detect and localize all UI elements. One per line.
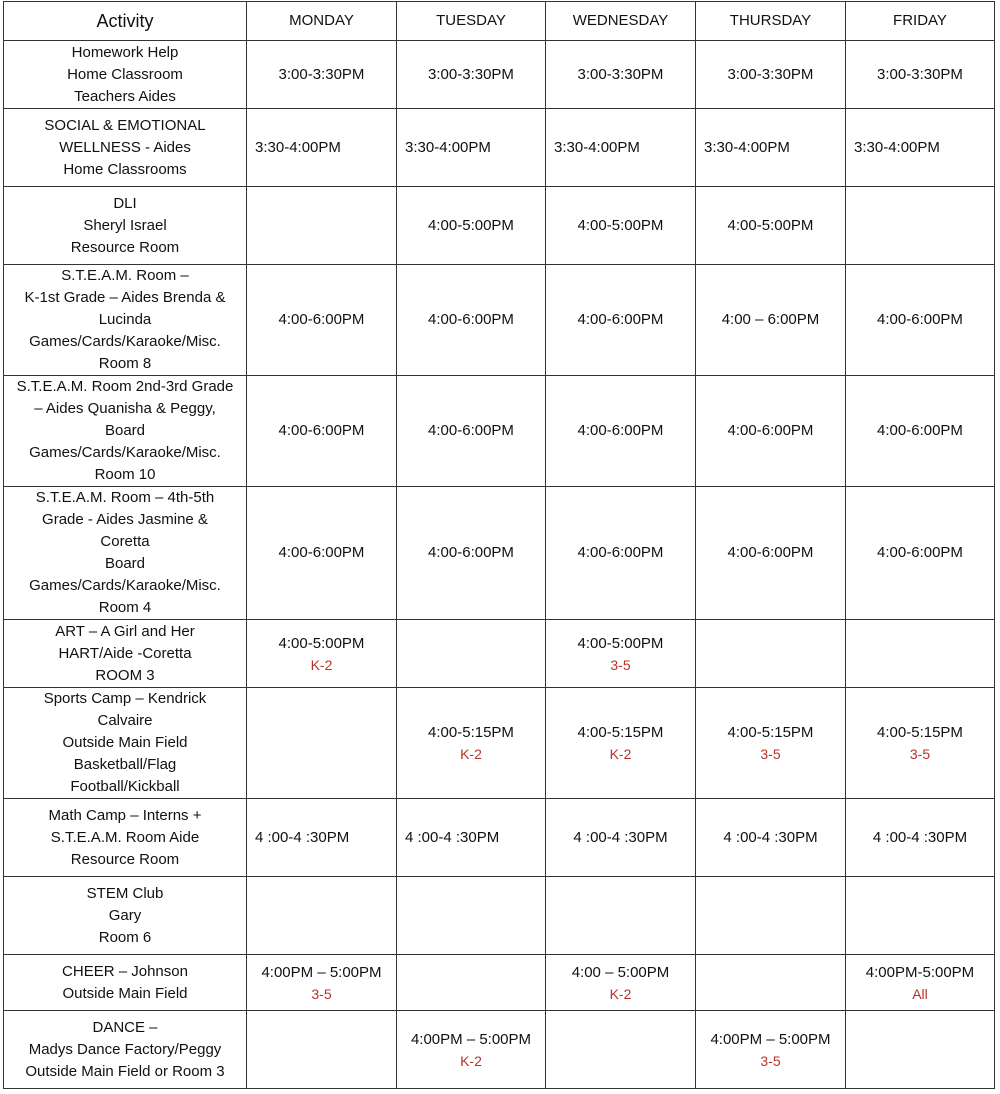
time-cell [846,799,995,877]
time-text: 4:00-6:00PM [877,311,963,328]
activity-line: – Aides Quanisha & Peggy, [34,400,216,417]
time-cell [247,376,397,487]
time-cell [397,799,546,877]
time-text: 4:00-5:15PM [727,724,814,741]
grade-label: K-2 [460,746,482,762]
activity-line: ART – A Girl and Her [55,622,195,640]
time-cell [247,955,397,1011]
time-text: 4:00-6:00PM [727,422,814,439]
time-cell [846,109,995,187]
time-text: 4:00-6:00PM [727,544,814,561]
grade-label: K-2 [460,1052,482,1069]
time-cell [696,41,846,109]
time-text: 4:00-6:00PM [278,544,365,561]
table-row [4,265,995,376]
time-cell [546,955,696,1011]
time-cell [247,265,397,376]
time-cell [546,620,696,688]
time-cell [546,265,696,376]
activity-line: Lucinda [98,311,152,328]
activity-line: K-1st Grade – Aides Brenda & [24,289,226,306]
activity-line: WELLNESS - Aides [59,138,191,156]
time-text: 4 :00-4 :30PM [573,828,668,846]
time-text: 4:00-6:00PM [577,544,664,561]
activity-cell [4,799,247,877]
time-cell [546,41,696,109]
time-text: 4:00-5:15PM [428,724,514,741]
time-text: 3:00-3:30PM [278,65,365,83]
activity-line: Sheryl Israel [83,216,167,234]
time-text: 4:00-6:00PM [428,544,514,561]
time-text: 3:30-4:00PM [854,138,940,156]
table-row [4,487,995,620]
activity-cell [4,688,247,799]
time-text: 4:00-6:00PM [577,422,664,439]
activity-cell [4,109,247,187]
activity-line: Resource Room [70,238,180,256]
activity-line: Resource Room [70,850,180,868]
grade-label: 3-5 [760,1052,781,1069]
activity-line: Home Classroom [67,65,183,83]
time-cell [546,487,696,620]
schedule-table [3,1,995,1089]
time-cell [247,41,397,109]
time-text: 3:00-3:30PM [428,65,514,83]
header-friday: FRIDAY [846,2,995,41]
activity-line: CHEER – Johnson [62,962,188,980]
time-text: 4:00-6:00PM [428,422,514,439]
time-cell [846,41,995,109]
activity-cell [4,955,247,1011]
time-cell [247,187,397,265]
time-cell [696,109,846,187]
time-cell [696,265,846,376]
table-row [4,620,995,688]
time-cell [696,376,846,487]
activity-cell [4,620,247,688]
activity-line: Basketball/Flag [73,756,177,773]
header-wednesday: WEDNESDAY [546,2,696,41]
time-text: 3:30-4:00PM [704,138,790,156]
activity-line: Outside Main Field [62,734,188,751]
activity-line: Madys Dance Factory/Peggy [28,1040,222,1058]
activity-line: HART/Aide -Coretta [58,644,192,662]
table-row [4,955,995,1011]
activity-line: Sports Camp – Kendrick [43,690,207,707]
activity-cell [4,265,247,376]
activity-line: Board [104,555,146,572]
activity-line: Football/Kickball [70,778,180,795]
time-cell [696,187,846,265]
activity-line: Teachers Aides [74,87,176,105]
activity-line: Room 4 [98,599,152,616]
time-cell [397,1011,546,1089]
time-cell [546,688,696,799]
activity-line: Homework Help [71,43,179,61]
time-cell [546,187,696,265]
activity-line: Coretta [100,533,150,550]
activity-line: Room 8 [98,355,152,372]
time-text: 4:00PM – 5:00PM [710,1030,831,1048]
time-text: 3:00-3:30PM [577,65,664,83]
activity-line: S.T.E.A.M. Room – 4th-5th [35,489,215,506]
time-cell [546,376,696,487]
time-cell [397,688,546,799]
activity-line: Home Classrooms [63,160,187,178]
time-text: 4:00-6:00PM [278,422,365,439]
time-text: 4 :00-4 :30PM [255,828,350,846]
time-cell [247,877,397,955]
activity-line: Grade - Aides Jasmine & [42,511,208,528]
grade-label: 3-5 [311,985,332,1002]
table-row [4,877,995,955]
table-row [4,187,995,265]
time-cell [846,620,995,688]
time-text: 4:00-6:00PM [877,422,963,439]
time-cell [696,877,846,955]
time-cell [397,487,546,620]
time-text: 4:00 – 6:00PM [721,311,820,328]
time-cell [397,109,546,187]
time-cell [397,620,546,688]
time-text: 3:30-4:00PM [255,138,341,156]
table-row [4,1011,995,1089]
activity-line: Outside Main Field or Room 3 [25,1062,225,1080]
time-text: 4:00-5:15PM [877,724,963,741]
activity-cell [4,487,247,620]
time-cell [247,1011,397,1089]
table-row [4,688,995,799]
time-cell [696,620,846,688]
time-cell [696,955,846,1011]
activity-line: S.T.E.A.M. Room Aide [50,828,200,846]
activity-cell [4,877,247,955]
time-cell [397,877,546,955]
time-text: 4:00-5:00PM [428,216,514,234]
time-text: 4 :00-4 :30PM [405,828,500,846]
activity-line: S.T.E.A.M. Room 2nd-3rd Grade [16,378,234,395]
activity-line: DLI [113,194,137,212]
header-tuesday: TUESDAY [397,2,546,41]
time-text: 4:00PM – 5:00PM [410,1030,532,1048]
grade-label: K-2 [310,656,333,673]
header-activity: Activity [4,2,247,41]
time-text: 4 :00-4 :30PM [723,828,818,846]
time-cell [247,620,397,688]
grade-label: All [912,985,928,1002]
time-text: 4:00-6:00PM [278,311,365,328]
time-cell [397,265,546,376]
time-text: 3:30-4:00PM [554,138,640,156]
time-text: 4:00-5:00PM [577,634,664,652]
time-cell [696,487,846,620]
time-cell [247,688,397,799]
time-cell [846,187,995,265]
time-cell [546,109,696,187]
time-text: 4:00-6:00PM [877,544,963,561]
time-text: 4:00PM – 5:00PM [261,963,382,981]
activity-line: Room 6 [98,928,152,946]
activity-line: Games/Cards/Karaoke/Misc. [29,444,221,461]
activity-line: SOCIAL & EMOTIONAL [44,116,206,134]
time-cell [546,877,696,955]
time-cell [696,1011,846,1089]
activity-cell [4,187,247,265]
time-text: 4 :00-4 :30PM [872,828,968,846]
time-cell [846,877,995,955]
activity-line: Math Camp – Interns + [48,806,202,824]
table-row [4,799,995,877]
grade-label: K-2 [609,746,632,762]
table-row [4,41,995,109]
activity-line: Games/Cards/Karaoke/Misc. [29,577,221,594]
time-cell [846,487,995,620]
activity-line: ROOM 3 [95,666,155,684]
activity-cell [4,41,247,109]
time-cell [546,1011,696,1089]
activity-cell [4,376,247,487]
activity-line: Board [104,422,146,439]
time-text: 3:00-3:30PM [877,65,963,83]
activity-line: Calvaire [97,712,153,729]
activity-line: Room 10 [94,466,156,483]
time-cell [696,799,846,877]
time-text: 4:00-6:00PM [428,311,514,328]
time-cell [397,41,546,109]
grade-label: K-2 [609,985,632,1002]
time-cell [247,487,397,620]
time-text: 4:00-5:00PM [727,216,814,234]
time-cell [546,799,696,877]
time-cell [846,955,995,1011]
activity-line: S.T.E.A.M. Room – [61,267,189,284]
activity-line: Outside Main Field [62,984,188,1002]
grade-label: 3-5 [610,656,631,673]
activity-cell [4,1011,247,1089]
time-text: 4:00-5:00PM [278,634,365,652]
time-text: 4:00 – 5:00PM [571,963,670,981]
time-cell [247,799,397,877]
time-cell [247,109,397,187]
schedule-body [4,41,995,1089]
time-cell [846,1011,995,1089]
grade-label: 3-5 [760,746,781,762]
time-text: 4:00-5:15PM [577,724,664,741]
time-cell [696,688,846,799]
table-row [4,109,995,187]
time-text: 4:00-5:00PM [577,216,664,234]
activity-line: Gary [108,906,142,924]
header-row [4,2,995,41]
time-cell [397,376,546,487]
activity-line: Games/Cards/Karaoke/Misc. [29,333,221,350]
time-text: 3:30-4:00PM [405,138,491,156]
grade-label: 3-5 [909,746,931,762]
activity-line: STEM Club [86,884,164,902]
time-text: 3:00-3:30PM [727,65,814,83]
table-row [4,376,995,487]
time-text: 4:00PM-5:00PM [865,963,975,981]
time-cell [846,688,995,799]
time-cell [846,376,995,487]
header-thursday: THURSDAY [696,2,846,41]
activity-line: DANCE – [92,1018,158,1036]
time-cell [397,187,546,265]
time-cell [397,955,546,1011]
header-monday: MONDAY [247,2,397,41]
time-cell [846,265,995,376]
time-text: 4:00-6:00PM [577,311,664,328]
